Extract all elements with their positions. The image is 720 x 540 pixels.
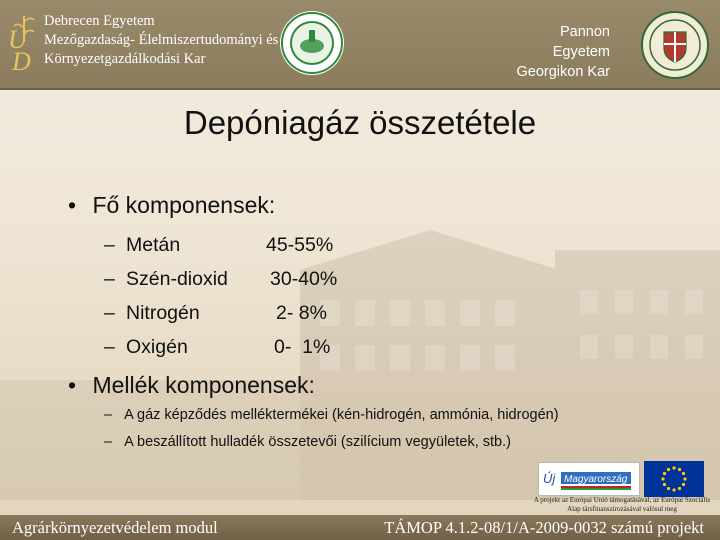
- second-bullet: [68, 372, 315, 399]
- component-value: 30-40%: [270, 268, 338, 290]
- footer-bar: [0, 515, 720, 540]
- component-row: [104, 336, 331, 359]
- header-left-line: Mezőgazdaság- Élelmiszertudományi és: [44, 32, 279, 48]
- eu-funding-note: A projekt az Európai Unió támogatásával, az Európai Szociális Alap társfinanszírozásával valósul meg: [533, 496, 711, 513]
- side-item-text: A gáz képződés melléktermékei (kén-hidrogén, ammónia, hidrogén): [124, 407, 559, 423]
- component-name: Oxigén: [126, 336, 188, 358]
- header-right-line: Georgikon Kar: [516, 64, 610, 80]
- main-bullet-text: Fő komponensek:: [92, 192, 276, 218]
- footer-project-id: TÁMOP 4.1.2-08/1/A-2009-0032 számú projekt: [384, 518, 704, 537]
- dash: –: [104, 407, 113, 423]
- side-item-text: A beszállított hulladék összetevői (szilícium vegyületek, stb.): [124, 434, 511, 450]
- footer-module-name: Agrárkörnyezetvédelem modul: [12, 518, 218, 537]
- svg-text:U: U: [8, 25, 27, 54]
- component-row: [104, 234, 334, 257]
- ud-logo: [6, 12, 40, 74]
- header-right-line: Pannon Egyetem: [552, 24, 610, 60]
- faculty-seal-logo: [279, 10, 345, 76]
- main-bullet: [68, 192, 275, 219]
- svg-text:Magyarország: Magyarország: [564, 474, 628, 485]
- svg-text:D: D: [12, 47, 31, 74]
- component-value: 2- 8%: [276, 302, 327, 324]
- eu-flag-icon: [644, 461, 704, 497]
- component-value: 0- 1%: [274, 336, 331, 358]
- debrecen-university-name: [44, 12, 278, 69]
- side-item: [104, 407, 559, 423]
- bullet-dot: •: [68, 192, 77, 218]
- side-item: [104, 434, 511, 450]
- bullet-dot: •: [68, 372, 77, 398]
- header-left-line: Környezetgazdálkodási Kar: [44, 51, 206, 67]
- component-row: [104, 302, 327, 325]
- dash: –: [104, 336, 115, 358]
- slide-title: Depóniagáz összetétele: [183, 104, 537, 141]
- component-value: 45-55%: [266, 234, 334, 256]
- georgikon-seal-logo: [640, 10, 710, 80]
- header-left-line: Debrecen Egyetem: [44, 13, 155, 29]
- svg-text:Új: Új: [543, 471, 556, 486]
- second-bullet-text: Mellék komponensek:: [92, 372, 315, 398]
- dash: –: [104, 302, 115, 324]
- uj-magyarorszag-logo: [538, 462, 640, 496]
- dash: –: [104, 434, 113, 450]
- funding-logos: [532, 458, 712, 514]
- component-name: Szén-dioxid: [126, 268, 228, 290]
- header-banner: [0, 0, 720, 90]
- component-row: [104, 268, 338, 291]
- pannon-university-name: [505, 22, 610, 82]
- dash: –: [104, 268, 115, 290]
- component-name: Metán: [126, 234, 181, 256]
- dash: –: [104, 234, 115, 256]
- component-name: Nitrogén: [126, 302, 200, 324]
